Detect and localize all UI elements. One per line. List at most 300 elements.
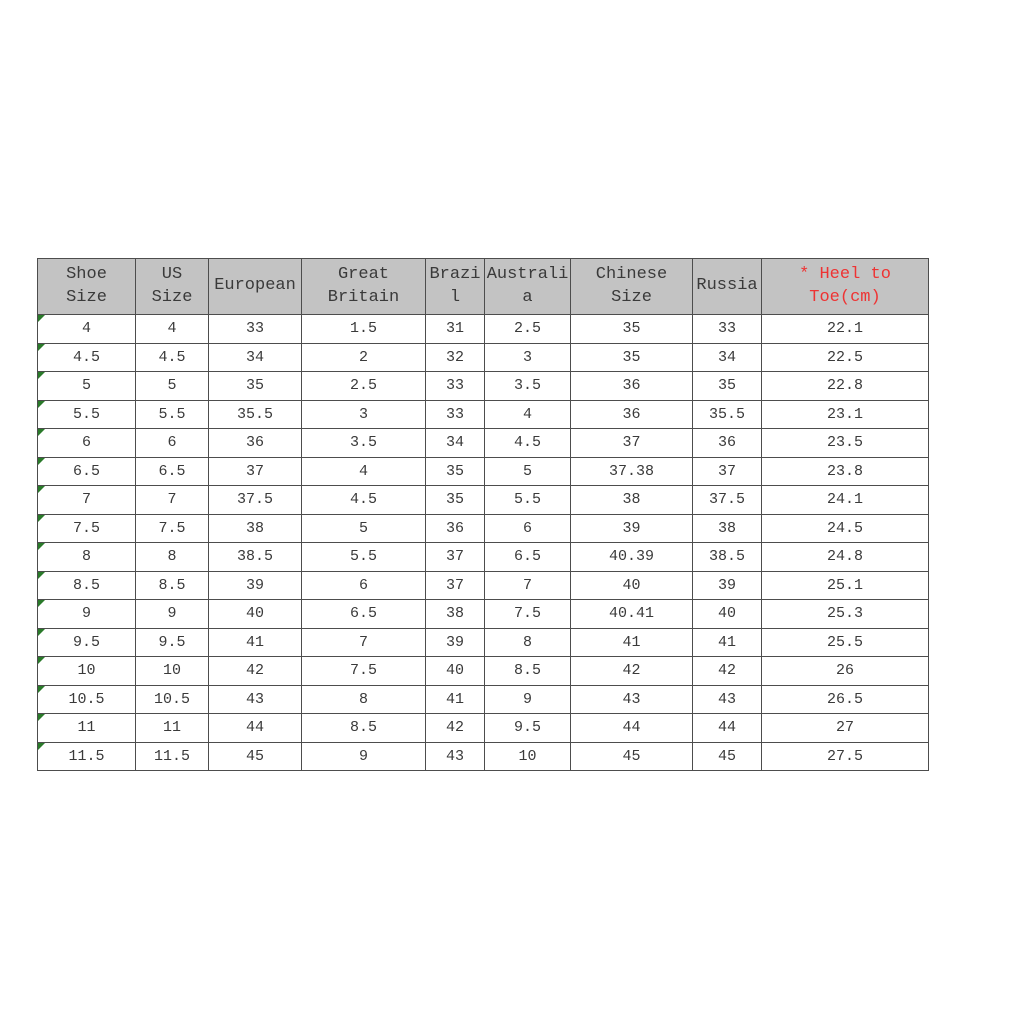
cell-value: 35 — [245, 377, 264, 395]
table-row — [38, 714, 929, 743]
cell-brazil — [426, 400, 485, 429]
cell-australia — [485, 514, 571, 543]
header-label-line: * Heel to — [799, 264, 891, 284]
cell-value: 7 — [167, 491, 177, 509]
cell-value: 35 — [445, 462, 464, 480]
cell-heel-to-toe — [762, 628, 929, 657]
cell-value: 24.8 — [826, 548, 863, 566]
cell-heel-to-toe — [762, 315, 929, 344]
cell-value: 24.5 — [826, 519, 863, 537]
cell-value: 45 — [717, 747, 736, 765]
cell-great-britain — [302, 429, 426, 458]
cell-russia — [693, 685, 762, 714]
cell-value: 27.5 — [826, 747, 863, 765]
header-label-line: Chinese — [595, 264, 668, 284]
cell-brazil — [426, 714, 485, 743]
cell-european — [209, 486, 302, 515]
cell-value: 4 — [522, 405, 532, 423]
cell-heel-to-toe — [762, 343, 929, 372]
cell-flag-triangle-icon — [38, 515, 45, 522]
cell-value: 6 — [522, 519, 532, 537]
cell-value: 9 — [522, 690, 532, 708]
cell-value: 5.5 — [513, 491, 541, 509]
cell-great-britain — [302, 714, 426, 743]
cell-value: 10 — [162, 662, 181, 680]
header-label-line: Size — [66, 287, 107, 307]
column-header-great-britain — [302, 259, 426, 315]
cell-value: 5 — [167, 377, 177, 395]
cell-value: 36 — [717, 434, 736, 452]
header-label-line: Australi — [486, 264, 569, 284]
cell-heel-to-toe — [762, 685, 929, 714]
cell-heel-to-toe — [762, 457, 929, 486]
cell-flag-triangle-icon — [38, 629, 45, 636]
cell-value: 4 — [167, 320, 177, 338]
cell-value: 6 — [167, 434, 177, 452]
cell-value: 38.5 — [236, 548, 273, 566]
cell-great-britain — [302, 742, 426, 771]
cell-value: 40 — [717, 605, 736, 623]
cell-heel-to-toe — [762, 714, 929, 743]
table-row — [38, 628, 929, 657]
cell-great-britain — [302, 372, 426, 401]
cell-us-size — [136, 543, 209, 572]
cell-russia — [693, 429, 762, 458]
cell-brazil — [426, 343, 485, 372]
cell-value: 25.1 — [826, 576, 863, 594]
cell-brazil — [426, 685, 485, 714]
cell-chinese-size — [571, 372, 693, 401]
cell-brazil — [426, 429, 485, 458]
cell-value: 6.5 — [158, 462, 186, 480]
cell-value: 8.5 — [72, 576, 100, 594]
cell-us-size — [136, 514, 209, 543]
cell-value: 7.5 — [349, 662, 377, 680]
cell-value: 5 — [81, 377, 91, 395]
cell-shoe-size — [38, 685, 136, 714]
cell-value: 9 — [167, 605, 177, 623]
cell-great-britain — [302, 457, 426, 486]
cell-australia — [485, 657, 571, 686]
cell-value: 8.5 — [349, 719, 377, 737]
cell-australia — [485, 714, 571, 743]
cell-value: 44 — [717, 719, 736, 737]
cell-shoe-size — [38, 343, 136, 372]
cell-value: 42 — [622, 662, 641, 680]
cell-flag-triangle-icon — [38, 600, 45, 607]
cell-european — [209, 685, 302, 714]
cell-value: 43 — [622, 690, 641, 708]
cell-australia — [485, 543, 571, 572]
cell-value: 40 — [245, 605, 264, 623]
cell-value: 3.5 — [513, 377, 541, 395]
cell-chinese-size — [571, 543, 693, 572]
cell-heel-to-toe — [762, 429, 929, 458]
cell-great-britain — [302, 685, 426, 714]
cell-value: 35.5 — [236, 405, 273, 423]
cell-us-size — [136, 685, 209, 714]
cell-value: 39 — [622, 519, 641, 537]
table-row — [38, 372, 929, 401]
cell-russia — [693, 514, 762, 543]
cell-value: 5.5 — [349, 548, 377, 566]
column-header-us-size — [136, 259, 209, 315]
column-header-brazil — [426, 259, 485, 315]
cell-us-size — [136, 457, 209, 486]
cell-value: 33 — [717, 320, 736, 338]
cell-flag-triangle-icon — [38, 543, 45, 550]
cell-shoe-size — [38, 742, 136, 771]
cell-value: 37.38 — [608, 462, 654, 480]
cell-us-size — [136, 400, 209, 429]
cell-european — [209, 543, 302, 572]
cell-brazil — [426, 457, 485, 486]
cell-value: 37 — [622, 434, 641, 452]
table-row — [38, 571, 929, 600]
cell-value: 9 — [358, 747, 368, 765]
cell-heel-to-toe — [762, 400, 929, 429]
cell-us-size — [136, 429, 209, 458]
cell-us-size — [136, 714, 209, 743]
cell-great-britain — [302, 571, 426, 600]
column-header-australia — [485, 259, 571, 315]
header-label-line: Shoe — [66, 264, 107, 284]
cell-russia — [693, 657, 762, 686]
cell-heel-to-toe — [762, 571, 929, 600]
cell-great-britain — [302, 628, 426, 657]
cell-value: 7 — [358, 633, 368, 651]
cell-value: 6.5 — [513, 548, 541, 566]
column-header-chinese-size — [571, 259, 693, 315]
cell-russia — [693, 571, 762, 600]
header-row — [38, 259, 929, 315]
table-row — [38, 400, 929, 429]
cell-european — [209, 657, 302, 686]
column-header-european — [209, 259, 302, 315]
cell-value: 10.5 — [68, 690, 105, 708]
cell-value: 40.41 — [608, 605, 654, 623]
cell-value: 3 — [522, 348, 532, 366]
table-header — [38, 259, 929, 315]
header-label-line: Brazi — [429, 264, 481, 284]
cell-value: 4.5 — [513, 434, 541, 452]
cell-value: 22.1 — [826, 320, 863, 338]
table-row — [38, 486, 929, 515]
cell-european — [209, 457, 302, 486]
cell-value: 35 — [717, 377, 736, 395]
cell-australia — [485, 315, 571, 344]
cell-value: 2.5 — [349, 377, 377, 395]
cell-european — [209, 315, 302, 344]
cell-value: 36 — [245, 434, 264, 452]
cell-value: 35.5 — [708, 405, 745, 423]
cell-value: 39 — [245, 576, 264, 594]
header-label-line: l — [449, 287, 461, 307]
cell-australia — [485, 600, 571, 629]
cell-value: 10 — [77, 662, 96, 680]
cell-australia — [485, 457, 571, 486]
cell-shoe-size — [38, 543, 136, 572]
cell-flag-triangle-icon — [38, 344, 45, 351]
size-chart-table — [37, 258, 929, 771]
cell-value: 32 — [445, 348, 464, 366]
cell-flag-triangle-icon — [38, 372, 45, 379]
size-chart-sheet — [37, 258, 929, 771]
cell-value: 33 — [245, 320, 264, 338]
cell-european — [209, 571, 302, 600]
cell-value: 25.3 — [826, 605, 863, 623]
cell-value: 23.8 — [826, 462, 863, 480]
cell-european — [209, 429, 302, 458]
cell-russia — [693, 457, 762, 486]
cell-us-size — [136, 571, 209, 600]
cell-value: 9.5 — [72, 633, 100, 651]
cell-value: 11.5 — [68, 747, 105, 765]
cell-brazil — [426, 628, 485, 657]
cell-shoe-size — [38, 571, 136, 600]
cell-flag-triangle-icon — [38, 657, 45, 664]
cell-great-britain — [302, 315, 426, 344]
cell-value: 42 — [245, 662, 264, 680]
cell-chinese-size — [571, 315, 693, 344]
cell-value: 22.8 — [826, 377, 863, 395]
cell-shoe-size — [38, 315, 136, 344]
cell-australia — [485, 343, 571, 372]
cell-australia — [485, 429, 571, 458]
cell-value: 4.5 — [349, 491, 377, 509]
cell-value: 9.5 — [513, 719, 541, 737]
cell-value: 4 — [358, 462, 368, 480]
cell-value: 9 — [81, 605, 91, 623]
header-label-line: Great — [337, 264, 389, 284]
cell-russia — [693, 543, 762, 572]
cell-chinese-size — [571, 628, 693, 657]
cell-flag-triangle-icon — [38, 401, 45, 408]
cell-value: 6.5 — [349, 605, 377, 623]
column-header-russia — [693, 259, 762, 315]
cell-brazil — [426, 543, 485, 572]
cell-chinese-size — [571, 400, 693, 429]
cell-flag-triangle-icon — [38, 486, 45, 493]
header-label-line: Toe(cm) — [809, 287, 881, 307]
cell-chinese-size — [571, 514, 693, 543]
header-label-line: European — [214, 276, 296, 296]
cell-australia — [485, 628, 571, 657]
cell-value: 45 — [622, 747, 641, 765]
cell-us-size — [136, 486, 209, 515]
cell-european — [209, 343, 302, 372]
cell-european — [209, 372, 302, 401]
cell-european — [209, 714, 302, 743]
cell-value: 4 — [81, 320, 91, 338]
cell-value: 8 — [167, 548, 177, 566]
cell-value: 39 — [717, 576, 736, 594]
table-body — [38, 315, 929, 771]
cell-value: 42 — [717, 662, 736, 680]
cell-value: 43 — [445, 747, 464, 765]
cell-chinese-size — [571, 343, 693, 372]
cell-value: 34 — [717, 348, 736, 366]
cell-flag-triangle-icon — [38, 315, 45, 322]
cell-value: 2 — [358, 348, 368, 366]
cell-value: 44 — [622, 719, 641, 737]
cell-great-britain — [302, 514, 426, 543]
cell-brazil — [426, 514, 485, 543]
cell-value: 7 — [522, 576, 532, 594]
cell-shoe-size — [38, 457, 136, 486]
table-row — [38, 600, 929, 629]
cell-value: 44 — [245, 719, 264, 737]
cell-value: 8 — [81, 548, 91, 566]
cell-value: 34 — [245, 348, 264, 366]
cell-australia — [485, 571, 571, 600]
cell-european — [209, 514, 302, 543]
cell-value: 41 — [245, 633, 264, 651]
cell-brazil — [426, 372, 485, 401]
table-row — [38, 657, 929, 686]
cell-value: 7.5 — [72, 519, 100, 537]
cell-australia — [485, 685, 571, 714]
cell-value: 8.5 — [158, 576, 186, 594]
cell-value: 36 — [445, 519, 464, 537]
cell-value: 39 — [445, 633, 464, 651]
cell-value: 6 — [81, 434, 91, 452]
cell-value: 10 — [518, 747, 537, 765]
table-row — [38, 457, 929, 486]
cell-value: 35 — [622, 348, 641, 366]
cell-russia — [693, 315, 762, 344]
cell-russia — [693, 400, 762, 429]
cell-brazil — [426, 315, 485, 344]
cell-brazil — [426, 742, 485, 771]
column-header-heel-to-toe — [762, 259, 929, 315]
cell-value: 7.5 — [158, 519, 186, 537]
header-label-line: a — [522, 287, 533, 307]
cell-value: 22.5 — [826, 348, 863, 366]
cell-us-size — [136, 315, 209, 344]
cell-flag-triangle-icon — [38, 458, 45, 465]
cell-value: 11 — [77, 719, 96, 737]
cell-chinese-size — [571, 657, 693, 686]
cell-value: 23.1 — [826, 405, 863, 423]
cell-value: 38 — [445, 605, 464, 623]
cell-value: 1.5 — [349, 320, 377, 338]
cell-value: 43 — [717, 690, 736, 708]
cell-value: 7.5 — [513, 605, 541, 623]
cell-value: 41 — [717, 633, 736, 651]
cell-value: 42 — [445, 719, 464, 737]
cell-european — [209, 628, 302, 657]
header-label-line: Russia — [696, 276, 758, 296]
header-label-line: Size — [151, 287, 193, 307]
cell-value: 9.5 — [158, 633, 186, 651]
cell-value: 26.5 — [826, 690, 863, 708]
cell-brazil — [426, 657, 485, 686]
cell-value: 27 — [835, 719, 854, 737]
table-row — [38, 315, 929, 344]
cell-flag-triangle-icon — [38, 743, 45, 750]
cell-value: 25.5 — [826, 633, 863, 651]
cell-european — [209, 742, 302, 771]
cell-value: 8.5 — [513, 662, 541, 680]
cell-russia — [693, 343, 762, 372]
cell-heel-to-toe — [762, 742, 929, 771]
cell-us-size — [136, 600, 209, 629]
cell-value: 2.5 — [513, 320, 541, 338]
cell-value: 37.5 — [708, 491, 745, 509]
cell-value: 10.5 — [153, 690, 190, 708]
cell-australia — [485, 742, 571, 771]
cell-great-britain — [302, 657, 426, 686]
cell-value: 41 — [622, 633, 641, 651]
cell-value: 45 — [245, 747, 264, 765]
cell-great-britain — [302, 486, 426, 515]
cell-heel-to-toe — [762, 657, 929, 686]
table-row — [38, 685, 929, 714]
cell-value: 11.5 — [153, 747, 190, 765]
cell-value: 35 — [622, 320, 641, 338]
cell-value: 38.5 — [708, 548, 745, 566]
cell-value: 37 — [245, 462, 264, 480]
cell-value: 40 — [445, 662, 464, 680]
cell-value: 41 — [445, 690, 464, 708]
cell-great-britain — [302, 600, 426, 629]
cell-chinese-size — [571, 742, 693, 771]
header-label-line: US — [161, 264, 183, 284]
cell-shoe-size — [38, 714, 136, 743]
cell-brazil — [426, 571, 485, 600]
cell-value: 36 — [622, 377, 641, 395]
cell-value: 37 — [717, 462, 736, 480]
cell-value: 3 — [358, 405, 368, 423]
cell-value: 38 — [622, 491, 641, 509]
cell-chinese-size — [571, 714, 693, 743]
column-header-shoe-size — [38, 259, 136, 315]
cell-value: 6.5 — [72, 462, 100, 480]
cell-value: 6 — [358, 576, 368, 594]
cell-value: 5 — [358, 519, 368, 537]
cell-value: 31 — [445, 320, 464, 338]
cell-value: 4.5 — [72, 348, 100, 366]
table-row — [38, 343, 929, 372]
cell-brazil — [426, 600, 485, 629]
cell-value: 8 — [358, 690, 368, 708]
cell-heel-to-toe — [762, 514, 929, 543]
header-label-line: Size — [611, 287, 652, 307]
cell-shoe-size — [38, 514, 136, 543]
cell-brazil — [426, 486, 485, 515]
cell-chinese-size — [571, 685, 693, 714]
table-row — [38, 514, 929, 543]
cell-heel-to-toe — [762, 372, 929, 401]
cell-value: 24.1 — [826, 491, 863, 509]
cell-value: 38 — [717, 519, 736, 537]
cell-australia — [485, 372, 571, 401]
cell-value: 26 — [835, 662, 854, 680]
cell-value: 40 — [622, 576, 641, 594]
cell-flag-triangle-icon — [38, 429, 45, 436]
cell-value: 23.5 — [826, 434, 863, 452]
cell-australia — [485, 486, 571, 515]
cell-us-size — [136, 742, 209, 771]
header-label-line: Britain — [327, 287, 400, 307]
cell-value: 34 — [445, 434, 464, 452]
cell-russia — [693, 714, 762, 743]
cell-heel-to-toe — [762, 543, 929, 572]
cell-value: 43 — [245, 690, 264, 708]
cell-value: 33 — [445, 405, 464, 423]
cell-great-britain — [302, 400, 426, 429]
